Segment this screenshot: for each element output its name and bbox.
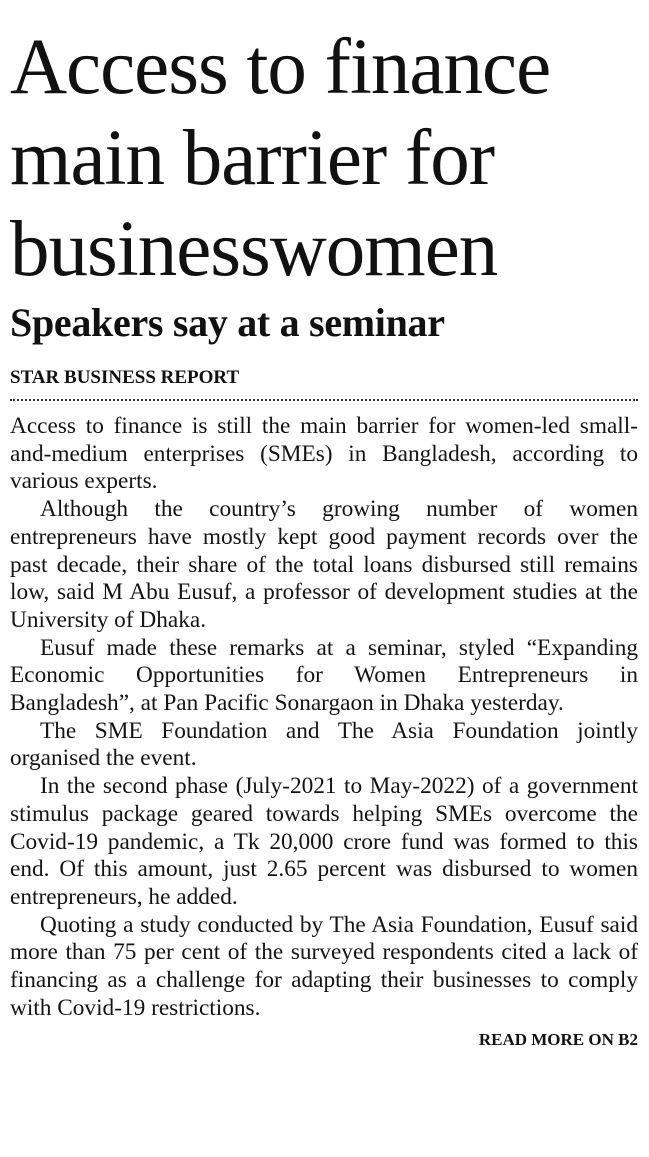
paragraph: Eusuf made these remarks at a seminar, styled “Expanding Economic Opportunities for Women Entrepreneurs in Bangladesh”, at Pan Pacific Sonargaon in Dhaka yesterday. [10, 634, 638, 717]
headline [10, 0, 638, 295]
article-body [10, 413, 638, 1022]
news-article [10, 0, 638, 1050]
headline-line: Access to finance [10, 24, 551, 111]
paragraph: The SME Foundation and The Asia Foundation jointly organised the event. [10, 717, 638, 772]
subheadline: Speakers say at a seminar [10, 300, 445, 345]
paragraph: Although the country’s growing number of women entrepreneurs have mostly kept good payment records over the past decade, their share of the total loans disbursed still remains low, said M Abu Eusuf, a professor of development studies at the University of Dhaka. [10, 496, 638, 633]
headline-line: businesswomen [10, 206, 498, 293]
paragraph: In the second phase (July-2021 to May-2022) of a government stimulus package geared towards helping SMEs overcome the Covid-19 pandemic, a Tk 20,000 crore fund was formed to this end. Of this amount, just 2.65 percent was disbursed to women entrepreneurs, he added. [10, 773, 638, 910]
read-more-link[interactable]: READ MORE ON B2 [478, 1030, 638, 1050]
byline: STAR BUSINESS REPORT [10, 367, 240, 388]
headline-line: main barrier for [10, 115, 495, 202]
paragraph: Quoting a study conducted by The Asia Foundation, Eusuf said more than 75 per cent of the surveyed respondents cited a lack of financing as a challenge for adapting their businesses to comply with Covid-19 restrictions. [10, 911, 638, 1021]
paragraph: Access to finance is still the main barrier for women-led small-and-medium enterprises (SMEs) in Bangladesh, according to various experts. [10, 413, 638, 495]
dotted-divider [10, 399, 638, 401]
